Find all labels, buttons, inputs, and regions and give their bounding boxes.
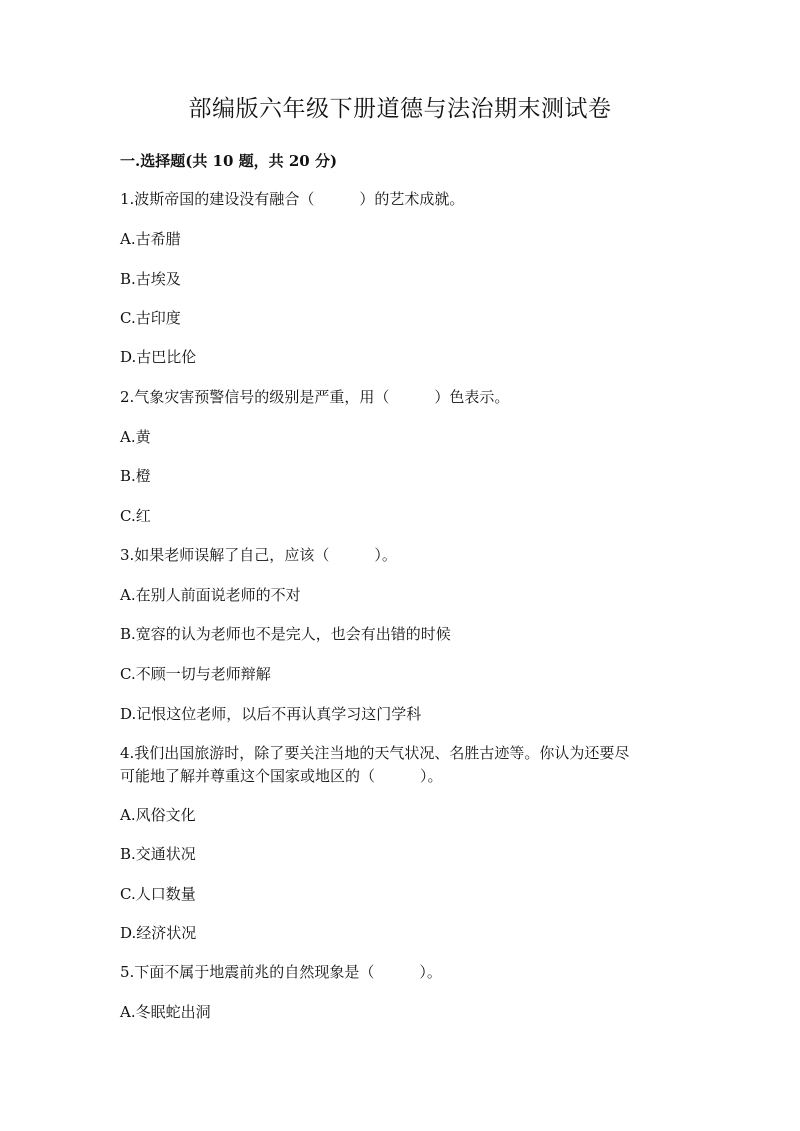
question-1-option-b: B.古埃及 <box>120 270 181 288</box>
question-2-option-c: C.红 <box>120 507 151 525</box>
question-5-stem: 5.下面不属于地震前兆的自然现象是（ ）。 <box>120 963 442 981</box>
question-2-stem: 2.气象灾害预警信号的级别是严重，用（ ）色表示。 <box>120 388 510 406</box>
question-4-option-b: B.交通状况 <box>120 845 196 863</box>
question-4-option-d: D.经济状况 <box>120 924 197 942</box>
question-1-option-a: A.古希腊 <box>120 230 181 248</box>
question-4-option-c: C.人口数量 <box>120 885 196 903</box>
question-4-option-a: A.风俗文化 <box>120 806 196 824</box>
question-3-option-b: B.宽容的认为老师也不是完人，也会有出错的时候 <box>120 625 451 643</box>
question-5-option-a: A.冬眠蛇出洞 <box>120 1003 211 1021</box>
question-2-option-a: A.黄 <box>120 428 151 446</box>
question-2-option-b: B.橙 <box>120 467 151 485</box>
question-3-option-a: A.在别人前面说老师的不对 <box>120 586 301 604</box>
question-4-stem-line-2: 可能地了解并尊重这个国家或地区的（ ）。 <box>120 767 443 785</box>
question-1-option-c: C.古印度 <box>120 309 181 327</box>
question-3-option-d: D.记恨这位老师，以后不再认真学习这门学科 <box>120 705 422 723</box>
section-heading: 一.选择题(共 10 题，共 20 分) <box>120 152 338 170</box>
question-1-option-d: D.古巴比伦 <box>120 348 197 366</box>
question-3-stem: 3.如果老师误解了自己，应该（ ）。 <box>120 546 397 564</box>
question-1-stem: 1.波斯帝国的建设没有融合（ ）的艺术成就。 <box>120 190 465 208</box>
question-3-option-c: C.不顾一切与老师辩解 <box>120 665 271 683</box>
page-title: 部编版六年级下册道德与法治期末测试卷 <box>188 96 612 122</box>
question-4-stem-line-1: 4.我们出国旅游时，除了要关注当地的天气状况、名胜古迹等。你认为还要尽 <box>120 744 630 762</box>
